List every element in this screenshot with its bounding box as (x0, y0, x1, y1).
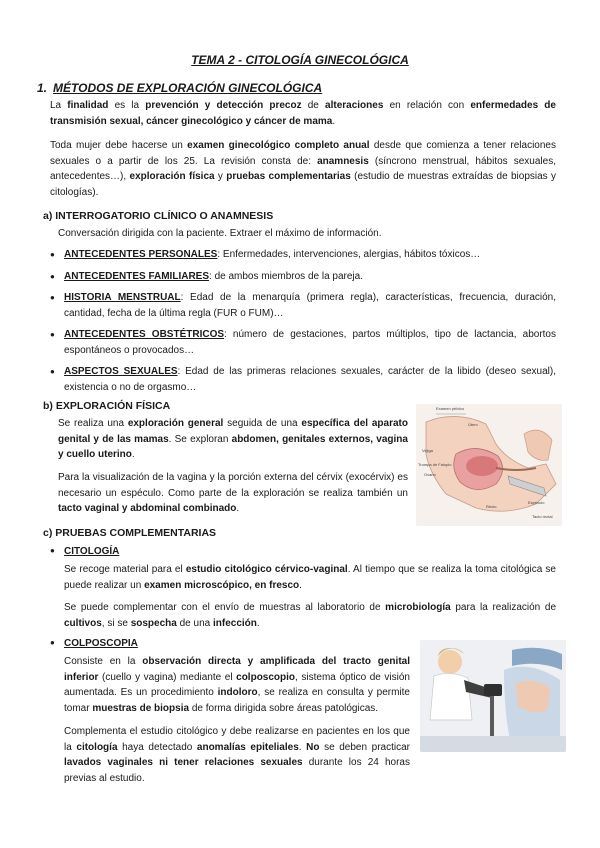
citologia-paragraph-1: Se recoge material para el estudio citológico cérvico-vaginal. Al tiempo que se realiza la toma citológica se puede realizar un examen microscópico, en fresco. (64, 564, 556, 591)
page-title: TEMA 2 - CITOLOGÍA GINECOLÓGICA (191, 53, 409, 67)
paragraph-finalidad: La finalidad es la prevención y detección precoz de alteraciones en relación con enfermedades de transmisión sexual, cáncer ginecológico y cáncer de mama. (50, 100, 556, 127)
citologia-paragraph-2: Se puede complementar con el envío de muestras al laboratorio de microbiología para la realización de cultivos, si se sospecha de una infección. (64, 602, 557, 629)
colposcopy-illustration (420, 640, 566, 752)
figure-label: Examen pélvico (436, 406, 465, 411)
list-item: ● ANTECEDENTES OBSTÉTRICOS: número de gestaciones, partos múltiplos, tipo de lactancia, abortos espontáneos o provocados… (50, 327, 556, 358)
colposcopia-paragraph-1: Consiste en la observación directa y amplificada del tracto genital inferior (cuello y vagina) mediante el colposcopio, sistema óptico de visión aumentada. Es un procedimiento indoloro, se realiza en consulta y permite tomar muestras de biopsia de forma dirigida sobre áreas patológicas. (64, 656, 410, 714)
list-item: ● ANTECEDENTES PERSONALES: Enfermedades, intervenciones, alergias, hábitos tóxicos… (50, 247, 556, 263)
subsection-b-heading: b) EXPLORACIÓN FÍSICA (43, 400, 171, 412)
figure-label: Trompa de Falopio (418, 462, 452, 467)
pelvic-exam-illustration (416, 404, 562, 526)
list-item: ● ANTECEDENTES FAMILIARES: de ambos miembros de la pareja. (50, 269, 556, 285)
colposcopia-heading: ● COLPOSCOPIA (50, 638, 138, 649)
list-item: ● ASPECTOS SEXUALES: Edad de las primeras relaciones sexuales, carácter de la libido (deseo sexual), existencia o no de orgasmo… (50, 364, 556, 395)
citologia-heading: ● CITOLOGÍA (50, 546, 119, 557)
figure-label: Vejiga (422, 448, 433, 453)
exploracion-paragraph-1: Se realiza una exploración general seguida de una específica del aparato genital y de las mamas. Se exploran abdomen, genitales externos, vagina y cuello uterino. (58, 418, 408, 460)
figure-label: Espéculo (528, 500, 545, 505)
subsection-c-heading: c) PRUEBAS COMPLEMENTARIAS (43, 527, 217, 539)
subsection-a-heading: a) INTERROGATORIO CLÍNICO O ANAMNESIS (43, 210, 274, 222)
figure-label: Recto (486, 504, 497, 509)
anamnesis-intro: Conversación dirigida con la paciente. Extraer el máximo de información. (58, 228, 382, 239)
section-number: 1. (37, 81, 48, 95)
colposcopia-paragraph-2: Complementa el estudio citológico y debe realizarse en pacientes en los que la citología haya detectado anomalías epiteliales. No se deben practicar lavados vaginales ni tener relaciones sexuales durante los 24 horas previas al estudio. (64, 726, 410, 784)
anamnesis-list (50, 247, 556, 401)
figure-label: Ovario (424, 472, 436, 477)
paragraph-examen-anual: Toda mujer debe hacerse un examen ginecológico completo anual desde que comienza a tener relaciones sexuales o a partir de los 25. La revisión consta de: anamnesis (síncrono menstrual, hábitos sexuales, antecedentes…), exploración física y pruebas complementarias (estudio de muestras extraídas de biopsias y citologías). (50, 140, 557, 198)
list-item: ● HISTORIA MENSTRUAL: Edad de la menarquía (primera regla), características, frecuencia, duración, cantidad, fecha de la última regla (FUR o FUM)… (50, 290, 556, 321)
section-title: MÉTODOS DE EXPLORACIÓN GINECOLÓGICA (53, 81, 323, 95)
figure-label: Útero (468, 422, 478, 427)
section-1-heading (37, 81, 322, 95)
figure-label: Tacto rectal (532, 514, 553, 519)
exploracion-paragraph-2: Para la visualización de la vagina y la porción externa del cérvix (exocérvix) es necesario un espéculo. Como parte de la exploración se realiza también un tacto vaginal y abdominal combinado. (58, 472, 408, 514)
